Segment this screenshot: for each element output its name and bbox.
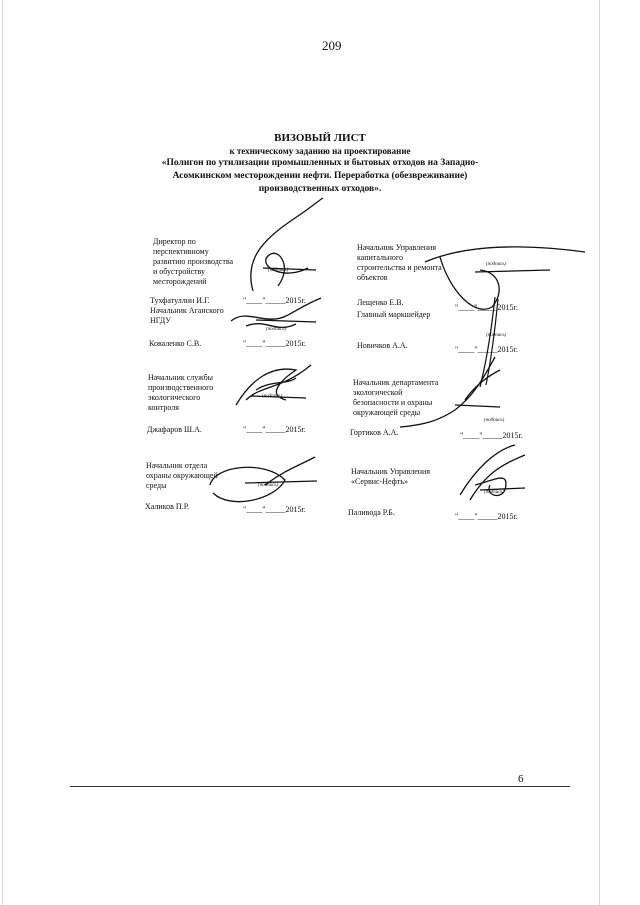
approver-position: Начальник Управления «Сервис-Нефть» [351,467,430,486]
sign-date: "____"_____2015г. [243,296,306,305]
page-number: 209 [322,38,342,53]
approver-name: Новичков А.А. [357,341,408,350]
signature-caption: (подпись) [486,333,507,338]
sign-date: "____"_____2015г. [455,345,518,354]
subtitle-line: производственных отходов». [258,184,382,194]
sign-date: "____"_____2015г. [243,339,306,348]
signature-caption: (подпись) [486,262,507,267]
approver-position: Начальник службы производственного экологического контроля [148,373,214,412]
signature-caption: (подпись) [266,327,287,332]
subtitle-line: «Полигон по утилизации промышленных и бытовых отходов на Западно- [161,158,479,168]
document-title: ВИЗОВЫЙ ЛИСТ [274,132,366,144]
sign-date: "____"_____2015г. [243,425,306,434]
approver-name: Тухфатуллин И.Г. [150,296,210,305]
approver-name: Паливода Р.Б. [348,508,395,517]
approver-name: Лещенко Е.В. [357,298,404,307]
signature-caption: (подпись) [484,490,505,495]
signature-caption: (подпись) [258,483,279,488]
signature-scribble [205,455,325,510]
subtitle-line: Асомкинском месторождении нефти. Переработка (обезвреживание) [172,171,468,181]
sign-date: "____"_____2015г. [243,505,306,514]
subtitle-line: к техническому заданию на проектирование [229,146,411,156]
signature-scribble [395,355,505,430]
signature-caption: (подпись) [262,394,283,399]
approver-name: Джафаров Ш.А. [147,425,202,434]
approver-position: Директор по перспективному развитию производства и обустройству месторождений [153,237,234,286]
approver-position: Начальник Управления капитального строительства и ремонта объектов [357,243,442,282]
signature-scribble [238,196,328,296]
approver-position: Начальник департамента экологической безопасности и охраны окружающей среды [353,378,439,417]
sign-date: "____"_____2015г. [455,512,518,521]
approver-position: Главный маркшейдер [357,310,431,319]
approver-position: Начальник отдела охраны окружающей среды [146,461,218,490]
approver-name: Гортиков А.А. [350,428,399,437]
sign-date: "____"_____2015г. [460,431,523,440]
approver-name: Коваленко С.В. [149,339,202,348]
signature-scribble [226,360,316,410]
signature-caption: (подпись) [268,268,289,273]
signature-scribble [226,296,326,336]
signature-scribble [455,440,530,505]
approver-position: Начальник Аганского НГДУ [150,306,224,325]
footer-rule [70,786,570,787]
footer-page-number: 6 [518,773,524,785]
signature-caption: (подпись) [484,418,505,423]
sign-date: "____"_____2015г. [455,303,518,312]
approver-name: Халиков П.Р. [145,502,190,511]
